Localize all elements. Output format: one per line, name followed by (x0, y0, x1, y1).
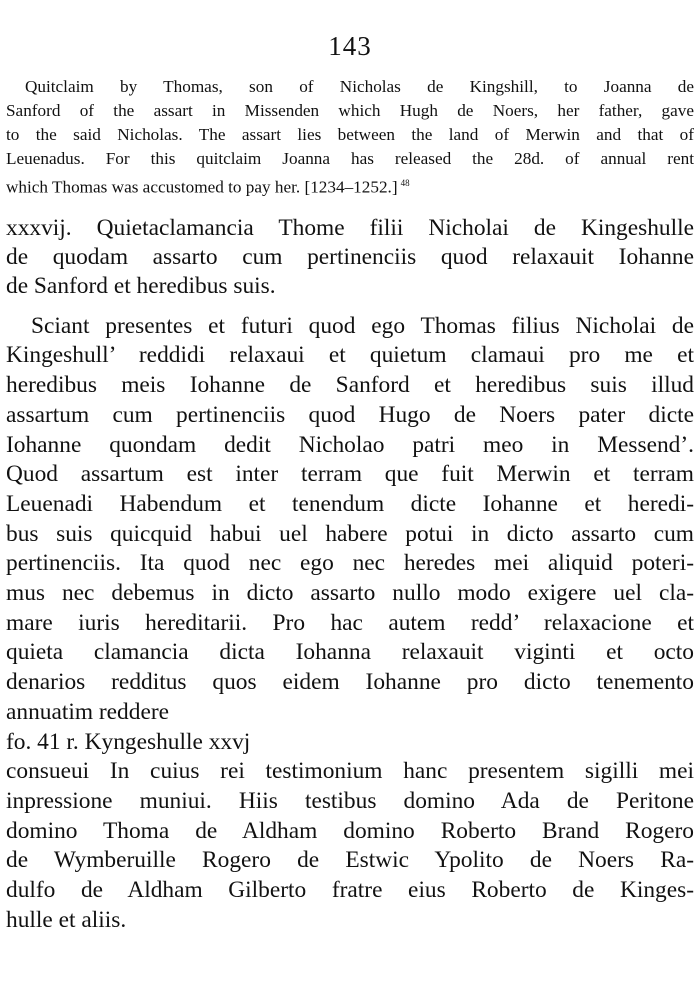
heading-line: xxxvij. Quietaclamancia Thome filii Nicholai de Kingeshulle (6, 214, 694, 241)
folio-reference: fo. 41 r. Kyngeshulle xxvj (6, 728, 251, 755)
summary-paragraph (6, 75, 694, 200)
text-line: inpressione muniui. Hiis testibus domino Ada de Peritone (6, 787, 694, 814)
summary-line: Quitclaim by Thomas, son of Nicholas de Kingshill, to Joanna de (25, 77, 694, 96)
summary-line: Leuenadus. For this quitclaim Joanna has released the 28d. of annual rent (6, 149, 694, 168)
text-line: mare iuris hereditarii. Pro hac autem redd’ relaxacione et (6, 609, 694, 636)
text-line: hulle et aliis. (6, 906, 127, 933)
summary-line-text: which Thomas was accustomed to pay her. [1234–1252.] (6, 177, 398, 197)
text-line: heredibus meis Iohanne de Sanford et heredibus suis illud (6, 372, 694, 399)
text-line: dulfo de Aldham Gilberto fratre eius Roberto de Kinges- (6, 877, 694, 904)
text-line: Sciant presentes et futuri quod ego Thomas filius Nicholai de (31, 312, 694, 339)
text-line: Leuenadi Habendum et tenendum dicte Iohanne et heredi- (6, 490, 694, 517)
summary-line: to the said Nicholas. The assart lies between the land of Merwin and that of (6, 125, 694, 144)
text-line: quieta clamancia dicta Iohanna relaxauit viginti et octo (6, 639, 694, 666)
text-line: denarios redditus quos eidem Iohanne pro dicto tenemento (6, 669, 694, 696)
summary-line (6, 171, 694, 200)
summary-line: Sanford of the assart in Missenden which Hugh de Noers, her father, gave (6, 101, 694, 120)
text-line: assartum cum pertinenciis quod Hugo de Noers pater dicte (6, 401, 694, 428)
charter-text (6, 312, 694, 936)
text-line: pertinenciis. Ita quod nec ego nec heredes mei aliquid poteri- (6, 550, 694, 577)
text-line: bus suis quicquid habui uel habere potui in dicto assarto cum (6, 520, 694, 547)
text-line: annuatim reddere (6, 698, 170, 725)
text-line: de Wymberuille Rogero de Estwic Ypolito de Noers Ra- (6, 847, 694, 874)
document-page (6, 0, 694, 936)
heading-line: de quodam assarto cum pertinenciis quod relaxauit Iohanne (6, 243, 694, 270)
text-line: consueui In cuius rei testimonium hanc presentem sigilli mei (6, 758, 694, 785)
footnote-reference: 48 (400, 178, 410, 188)
text-line: Iohanne quondam dedit Nicholao patri meo in Messend’. (6, 431, 694, 458)
page-number: 143 (328, 31, 372, 61)
heading-line: de Sanford et heredibus suis. (6, 272, 276, 299)
charter-heading (6, 214, 694, 301)
text-line: Quod assartum est inter terram que fuit Merwin et terram (6, 461, 694, 488)
text-line: mus nec debemus in dicto assarto nullo modo exigere uel cla- (6, 580, 694, 607)
text-line: Kingeshull’ reddidi relaxaui et quietum clamaui pro me et (6, 342, 694, 369)
text-line: domino Thoma de Aldham domino Roberto Brand Rogero (6, 817, 694, 844)
